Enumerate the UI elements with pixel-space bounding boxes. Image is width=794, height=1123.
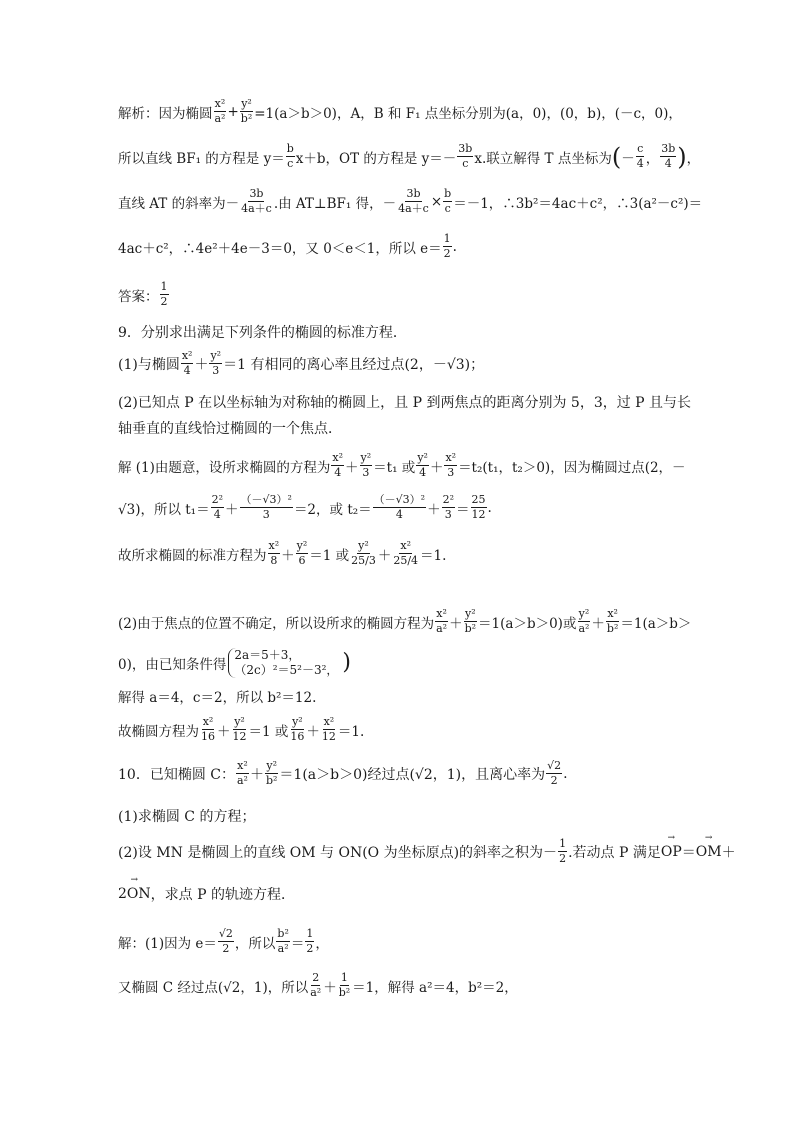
numerator: x² bbox=[202, 715, 214, 728]
numerator: b² bbox=[277, 927, 289, 940]
text: ＝1 或 bbox=[248, 723, 289, 740]
text: ＋ bbox=[281, 547, 295, 564]
fraction bbox=[286, 143, 295, 170]
numerator: x² bbox=[445, 451, 457, 464]
denominator: 4 bbox=[213, 508, 221, 521]
numerator: 3b bbox=[458, 142, 473, 155]
fraction bbox=[457, 143, 473, 170]
text: ＝ bbox=[290, 935, 305, 952]
text: ，所以 bbox=[234, 935, 276, 952]
text: ＝－1，∴3b²＝4ac＋c²，∴3(a²－c²)＝ bbox=[453, 195, 703, 212]
numerator: y² bbox=[465, 607, 476, 620]
numerator: 25 bbox=[471, 493, 486, 506]
fraction bbox=[444, 452, 457, 479]
denominator: b² bbox=[240, 112, 253, 125]
solution-9-line-6 bbox=[118, 686, 316, 706]
text: ＋ bbox=[377, 547, 392, 564]
denominator: 4a＋c bbox=[241, 202, 272, 215]
text: ＋ bbox=[323, 979, 337, 996]
text: ＝ bbox=[681, 844, 696, 861]
analysis-line-4 bbox=[118, 233, 457, 260]
text: 解析：因为椭圆 bbox=[118, 105, 213, 122]
text: √3)，所以 t₁＝ bbox=[118, 501, 210, 518]
numerator: 2² bbox=[211, 493, 224, 506]
numerator: y² bbox=[266, 759, 277, 772]
denominator: 4 bbox=[636, 157, 644, 170]
text: ＝1 或 bbox=[309, 547, 350, 564]
text: (1)求椭圆 C 的方程； bbox=[118, 809, 256, 825]
fraction bbox=[218, 928, 234, 955]
fraction bbox=[606, 608, 619, 635]
numerator: 2² bbox=[442, 493, 454, 506]
text: 故所求椭圆的标准方程为 bbox=[118, 547, 267, 564]
text: ＋ bbox=[429, 459, 444, 476]
fraction bbox=[416, 452, 429, 479]
denominator: 2 bbox=[306, 942, 314, 955]
text: 解 (1)由题意，设所求椭圆的方程为 bbox=[118, 459, 331, 476]
numerator: √2 bbox=[218, 927, 233, 940]
fraction bbox=[546, 760, 562, 787]
text: (2)设 MN 是椭圆上的直线 OM 与 ON(O 为坐标原点)的斜率之积为－ bbox=[118, 844, 558, 861]
numerator: x² bbox=[268, 539, 280, 552]
text: (2)已知点 P 在以坐标轴为对称轴的椭圆上，且 P 到两焦点的距离分别为 5，3，过 P 且与长 bbox=[118, 395, 692, 411]
numerator: 3b bbox=[249, 187, 264, 200]
fraction bbox=[209, 350, 222, 377]
fraction bbox=[331, 452, 344, 479]
text: . bbox=[487, 499, 492, 516]
right-paren: ) bbox=[677, 142, 687, 171]
text: ＋ bbox=[449, 615, 463, 632]
numerator: 1 bbox=[443, 232, 451, 245]
numerator: y² bbox=[292, 715, 303, 728]
equation: 2a＝5＋3， bbox=[234, 648, 301, 662]
text: . bbox=[563, 765, 568, 782]
question-9-title bbox=[118, 322, 407, 342]
fraction bbox=[350, 540, 377, 567]
denominator: 2 bbox=[160, 295, 168, 308]
denominator: 3 bbox=[362, 466, 370, 479]
fraction bbox=[442, 494, 455, 521]
fraction bbox=[236, 760, 249, 787]
text: ， bbox=[645, 150, 660, 167]
fraction bbox=[268, 540, 281, 567]
text: ＝1. bbox=[420, 547, 447, 564]
text: ＋ bbox=[194, 356, 209, 373]
fraction bbox=[240, 494, 293, 521]
text: .若动点 P 满足 bbox=[568, 844, 661, 861]
question-9-part-2-line-1 bbox=[118, 392, 691, 412]
denominator: c bbox=[444, 202, 451, 215]
text: ＋ bbox=[591, 615, 605, 632]
denominator: a² bbox=[277, 942, 289, 955]
text: ＋ bbox=[306, 723, 320, 740]
numerator: 1 bbox=[340, 971, 348, 984]
text: 直线 AT 的斜率为－ bbox=[118, 195, 240, 212]
fraction bbox=[471, 494, 487, 521]
numerator: x² bbox=[323, 715, 335, 728]
text: ＋ bbox=[249, 766, 264, 783]
vector-op: → OP bbox=[661, 844, 682, 860]
numerator: y² bbox=[241, 97, 252, 110]
numerator: x² bbox=[181, 349, 193, 362]
fraction bbox=[296, 540, 309, 567]
numerator: c bbox=[637, 142, 644, 155]
numerator: x² bbox=[436, 607, 447, 620]
denominator: 6 bbox=[298, 554, 306, 567]
denominator: 4 bbox=[664, 157, 672, 170]
denominator: b² bbox=[606, 622, 619, 635]
text: ＝2，或 t₂＝ bbox=[293, 501, 372, 518]
denominator: b² bbox=[338, 986, 351, 999]
answer-line bbox=[118, 281, 170, 308]
denominator: 2 bbox=[550, 774, 558, 787]
text: ＝1(a＞b＞ bbox=[620, 615, 692, 632]
fraction bbox=[338, 972, 351, 999]
denominator: 16 bbox=[201, 730, 215, 743]
denominator: 8 bbox=[270, 554, 278, 567]
text: ， bbox=[315, 935, 329, 952]
question-10-line-1 bbox=[118, 760, 568, 787]
text: ＝1. bbox=[337, 723, 365, 740]
numerator: b bbox=[286, 142, 294, 155]
answer-label: 答案： bbox=[118, 288, 159, 305]
denominator: b² bbox=[265, 774, 278, 787]
numerator: 1 bbox=[559, 837, 567, 850]
text: (2)由于焦点的位置不确定，所以设所求的椭圆方程为 bbox=[118, 615, 435, 632]
denominator: 4a＋c bbox=[398, 202, 429, 215]
text: ＝1，解得 a²＝4，b²＝2， bbox=[352, 979, 518, 996]
numerator: y² bbox=[296, 539, 308, 552]
text: ＝t₂(t₁，t₂＞0)，因为椭圆过点(2，－ bbox=[458, 459, 686, 476]
question-10-part-2-line-2 bbox=[118, 884, 295, 904]
solution-10-line-2 bbox=[118, 972, 518, 999]
analysis-line-3 bbox=[118, 188, 702, 215]
text: 0)，由已知条件得 bbox=[118, 657, 227, 673]
text: 故椭圆方程为 bbox=[118, 723, 199, 740]
text: － bbox=[621, 150, 635, 167]
question-10-part-1 bbox=[118, 806, 255, 826]
fraction bbox=[392, 540, 419, 567]
text: × bbox=[430, 193, 443, 210]
numerator: y² bbox=[358, 539, 369, 552]
fraction bbox=[577, 608, 590, 635]
question-9-part-1 bbox=[118, 350, 484, 377]
text: ， bbox=[686, 150, 701, 167]
denominator: b² bbox=[464, 622, 477, 635]
fraction bbox=[443, 233, 452, 260]
fraction bbox=[211, 494, 224, 521]
denominator: 3 bbox=[447, 466, 455, 479]
denominator: a² bbox=[578, 622, 590, 635]
text: 轴垂直的直线恰过椭圆的一个焦点． bbox=[118, 421, 342, 437]
denominator: 25/3 bbox=[351, 554, 376, 567]
fraction bbox=[360, 452, 373, 479]
fraction bbox=[558, 838, 567, 865]
denominator: 2 bbox=[443, 247, 451, 260]
denominator: a² bbox=[214, 112, 226, 125]
fraction bbox=[240, 98, 253, 125]
numerator: b bbox=[444, 187, 452, 200]
analysis-line-1 bbox=[118, 98, 682, 125]
text: =1(a＞b＞0)，A，B 和 F₁ 点坐标分别为(a，0)，(0，b)，(－c，0)， bbox=[254, 105, 682, 122]
denominator: c bbox=[287, 157, 294, 170]
denominator: 4 bbox=[183, 364, 191, 377]
fraction bbox=[289, 716, 305, 743]
fraction bbox=[397, 188, 430, 215]
text: ＋ bbox=[225, 501, 239, 518]
denominator: 4 bbox=[395, 508, 403, 521]
denominator: 3 bbox=[444, 508, 452, 521]
text: ＝1(a＞b＞0)经过点(√2，1)，且离心率为 bbox=[279, 766, 546, 783]
denominator: 4 bbox=[419, 466, 427, 479]
text: (1)与椭圆 bbox=[118, 356, 180, 373]
equation-system bbox=[228, 648, 338, 678]
numerator: x² bbox=[607, 607, 618, 620]
text: ＋ bbox=[217, 723, 231, 740]
denominator: 4 bbox=[334, 466, 342, 479]
equation: （2c）²＝5²－3²， bbox=[234, 663, 339, 677]
text: 又椭圆 C 经过点(√2，1)，所以 bbox=[118, 979, 309, 996]
numerator: x² bbox=[214, 97, 226, 110]
numerator: 2 bbox=[312, 971, 320, 984]
numerator: x² bbox=[400, 539, 411, 552]
answer-fraction bbox=[160, 281, 169, 308]
fraction bbox=[435, 608, 448, 635]
text: ＋ bbox=[345, 459, 359, 476]
fraction bbox=[276, 928, 289, 955]
numerator: y² bbox=[234, 715, 245, 728]
right-paren: ) bbox=[342, 650, 352, 675]
fraction bbox=[443, 188, 452, 215]
numerator: x² bbox=[237, 759, 248, 772]
numerator: √2 bbox=[547, 759, 562, 772]
denominator: c bbox=[462, 157, 469, 170]
numerator: y² bbox=[578, 607, 590, 620]
text: 所以直线 BF₁ 的方程是 y＝ bbox=[118, 150, 285, 167]
vector-2on: → 2ON bbox=[118, 886, 151, 902]
fraction bbox=[321, 716, 337, 743]
numerator: y² bbox=[360, 451, 372, 464]
text: 解得 a＝4，c＝2，所以 b²＝12. bbox=[118, 690, 317, 706]
text: ＋ bbox=[721, 844, 736, 861]
numerator: 3b bbox=[661, 142, 676, 155]
analysis-line-2 bbox=[118, 143, 700, 170]
solution-10-line-1 bbox=[118, 928, 329, 955]
question-text: 9．分别求出满足下列条件的椭圆的标准方程． bbox=[118, 325, 407, 341]
question-10-part-2-line-1 bbox=[118, 838, 736, 865]
text: ＋ bbox=[427, 501, 441, 518]
text: x.联立解得 T 点坐标为 bbox=[474, 150, 612, 167]
numerator: （－√3）² bbox=[240, 493, 292, 506]
text: ＝t₁ 或 bbox=[373, 459, 416, 476]
denominator: a² bbox=[236, 774, 248, 787]
denominator: 25/4 bbox=[393, 554, 419, 567]
denominator: 16 bbox=[290, 730, 305, 743]
denominator: 2 bbox=[559, 852, 567, 865]
denominator: 3 bbox=[262, 508, 270, 521]
denominator: 12 bbox=[321, 730, 336, 743]
fraction bbox=[240, 188, 273, 215]
text: ，求点 P 的轨迹方程． bbox=[150, 887, 295, 903]
text: ＝1 有相同的离心率且经过点(2，－√3)； bbox=[223, 356, 485, 373]
left-paren: ( bbox=[611, 142, 622, 171]
numerator: （－√3）² bbox=[373, 493, 426, 506]
text: + bbox=[227, 103, 239, 120]
text: ＝ bbox=[456, 501, 470, 518]
text: .由 AT⊥BF₁ 得，－ bbox=[273, 195, 397, 212]
numerator: 3b bbox=[406, 187, 421, 200]
text: 解：(1)因为 e＝ bbox=[118, 935, 217, 952]
fraction bbox=[660, 143, 676, 170]
numerator: x² bbox=[332, 451, 344, 464]
fraction bbox=[181, 350, 194, 377]
text: x＋b，OT 的方程是 y＝－ bbox=[295, 150, 457, 167]
numerator: y² bbox=[417, 451, 428, 464]
denominator: a² bbox=[310, 986, 322, 999]
numerator: 1 bbox=[306, 927, 314, 940]
fraction bbox=[200, 716, 216, 743]
solution-9-line-3 bbox=[118, 540, 446, 567]
denominator: a² bbox=[436, 622, 448, 635]
numerator: y² bbox=[210, 349, 222, 362]
text: . bbox=[452, 238, 457, 255]
text: 10．已知椭圆 C： bbox=[118, 766, 235, 783]
fraction bbox=[265, 760, 278, 787]
vector-om: → OM bbox=[696, 844, 722, 860]
fraction bbox=[373, 494, 426, 521]
fraction bbox=[305, 928, 314, 955]
solution-9-line-4 bbox=[118, 608, 691, 635]
denominator: 12 bbox=[232, 730, 247, 743]
question-9-part-2-line-2 bbox=[118, 418, 342, 438]
fraction bbox=[636, 143, 645, 170]
text: 4ac＋c²，∴4e²＋4e－3＝0，又 0＜e＜1，所以 e＝ bbox=[118, 240, 442, 257]
solution-9-line-2 bbox=[118, 494, 492, 521]
fraction bbox=[464, 608, 477, 635]
fraction bbox=[232, 716, 248, 743]
fraction bbox=[309, 972, 322, 999]
denominator: 12 bbox=[471, 508, 486, 521]
numerator: 1 bbox=[160, 280, 168, 293]
denominator: 3 bbox=[212, 364, 220, 377]
solution-9-line-7 bbox=[118, 716, 364, 743]
solution-9-line-5 bbox=[118, 648, 351, 678]
fraction bbox=[214, 98, 227, 125]
solution-9-line-1 bbox=[118, 452, 686, 479]
text: ＝1(a＞b＞0)或 bbox=[478, 615, 577, 632]
denominator: 2 bbox=[222, 942, 230, 955]
